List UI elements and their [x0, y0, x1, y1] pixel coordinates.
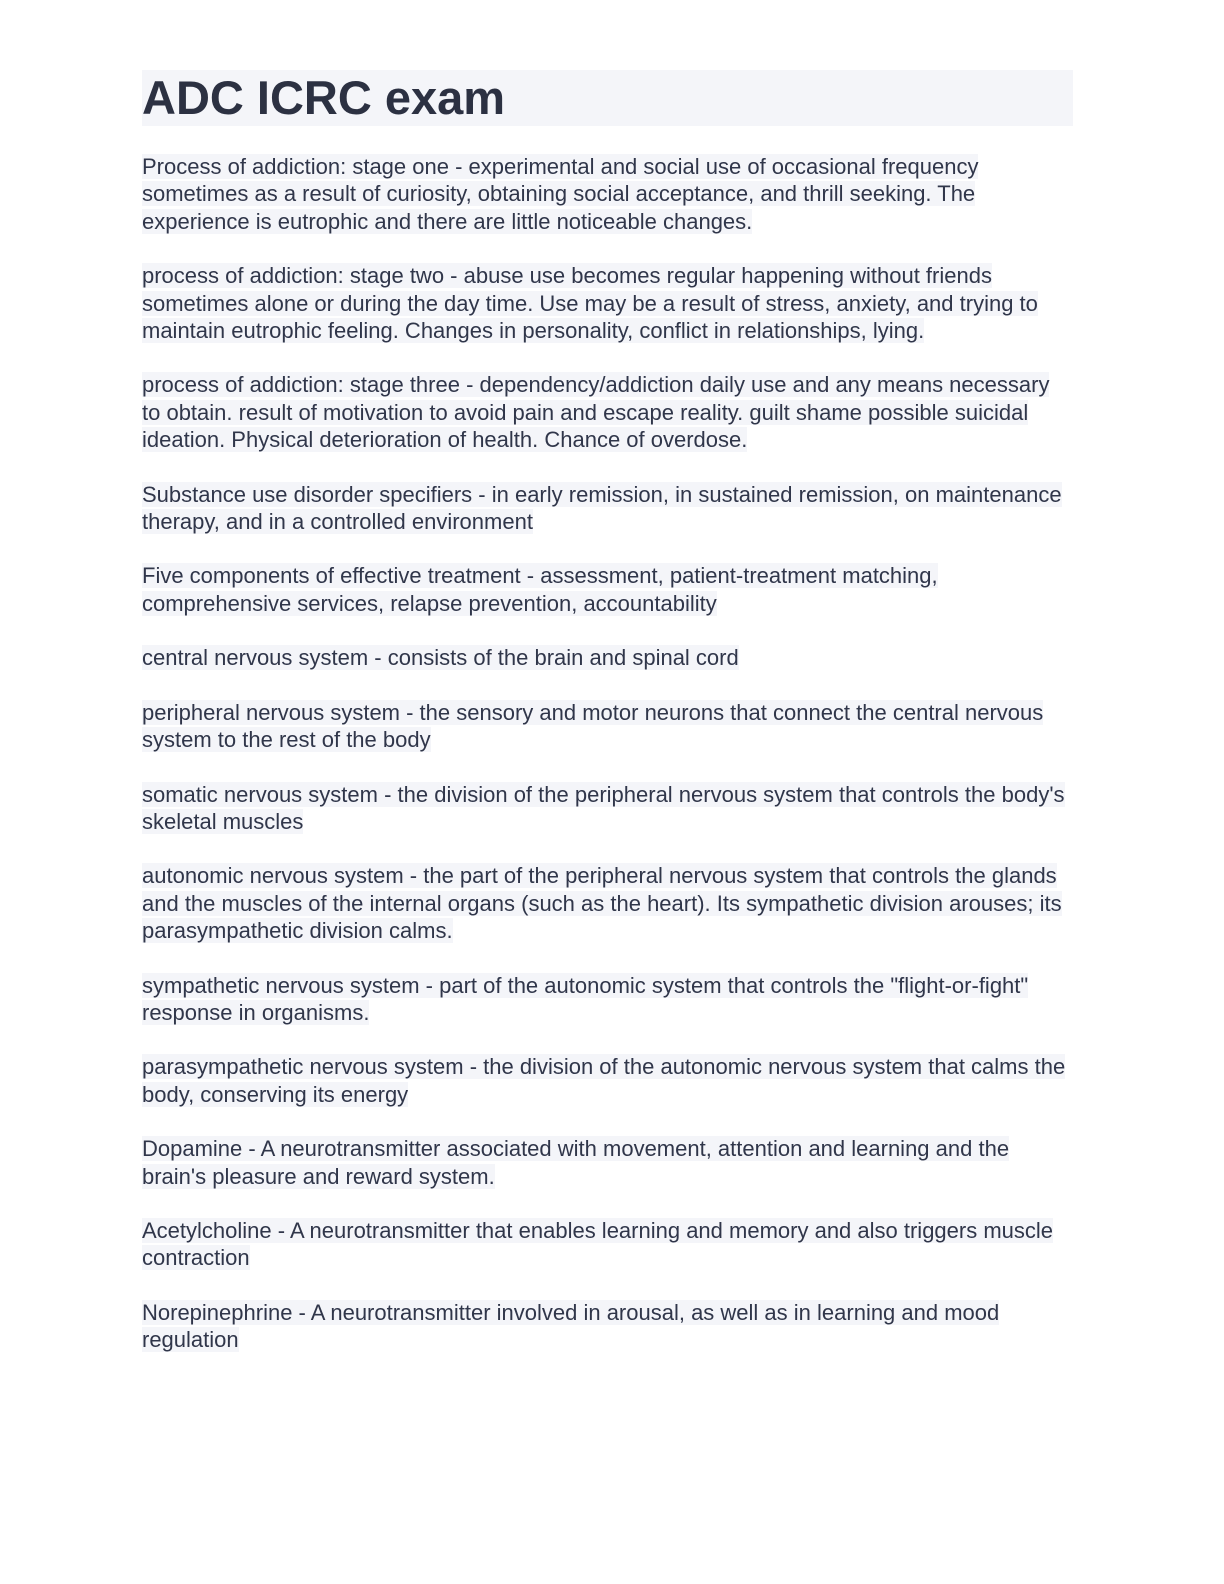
flashcard-entry — [142, 862, 1073, 944]
flashcard-list — [142, 153, 1073, 1354]
entry-text: Acetylcholine - A neurotransmitter that enables learning and memory and also triggers muscle contraction — [142, 1217, 1054, 1271]
flashcard-entry — [142, 1053, 1073, 1108]
flashcard-entry — [142, 1217, 1073, 1272]
document-title: ADC ICRC exam — [142, 70, 1073, 126]
entry-text: Substance use disorder specifiers - in early remission, in sustained remission, on maintenance therapy, and in a controlled environment — [142, 481, 1062, 535]
entry-text: Dopamine - A neurotransmitter associated with movement, attention and learning and the brain's pleasure and reward system. — [142, 1136, 1010, 1189]
entry-text: process of addiction: stage three - dependency/addiction daily use and any means necessary to obtain. result of motivation to avoid pain and escape reality. guilt shame possible suicidal ideation. Physical deterioration of health. Chance of overdose. — [142, 372, 1050, 453]
flashcard-entry — [142, 1299, 1073, 1354]
entry-text: somatic nervous system - the division of the peripheral nervous system that controls the body's skeletal muscles — [142, 781, 1065, 834]
entry-text: parasympathetic nervous system - the division of the autonomic nervous system that calms the body, conserving its energy — [142, 1054, 1066, 1107]
flashcard-entry — [142, 371, 1073, 453]
flashcard-entry — [142, 562, 1073, 617]
entry-text: Five components of effective treatment - assessment, patient-treatment matching, comprehensive services, relapse prevention, accountability — [142, 563, 938, 616]
flashcard-entry — [142, 262, 1073, 344]
document-page — [142, 70, 1073, 1381]
entry-text: Process of addiction: stage one - experimental and social use of occasional frequency sometimes as a result of curiosity, obtaining social acceptance, and thrill seeking. The experience is eutrophic and there are little noticeable changes. — [142, 154, 979, 234]
flashcard-entry — [142, 481, 1073, 536]
entry-text: sympathetic nervous system - part of the autonomic system that controls the "flight-or-fight" response in organisms. — [142, 972, 1029, 1025]
entry-text: central nervous system - consists of the brain and spinal cord — [142, 645, 739, 671]
entry-text: autonomic nervous system - the part of the peripheral nervous system that controls the glands and the muscles of the internal organs (such as the heart). Its sympathetic division arouses; its parasympathetic division calms. — [142, 863, 1062, 944]
flashcard-entry — [142, 153, 1073, 235]
flashcard-entry — [142, 1135, 1073, 1190]
entry-text: process of addiction: stage two - abuse use becomes regular happening without friends sometimes alone or during the day time. Use may be a result of stress, anxiety, and trying to maintain eutrophic feeling. Changes in personality, conflict in relationships, lying. — [142, 263, 1038, 344]
flashcard-entry — [142, 972, 1073, 1027]
flashcard-entry — [142, 781, 1073, 836]
flashcard-entry — [142, 644, 1073, 671]
flashcard-entry — [142, 699, 1073, 754]
entry-text: peripheral nervous system - the sensory and motor neurons that connect the central nervous system to the rest of the body — [142, 699, 1044, 753]
entry-text: Norepinephrine - A neurotransmitter involved in arousal, as well as in learning and mood regulation — [142, 1299, 1000, 1353]
